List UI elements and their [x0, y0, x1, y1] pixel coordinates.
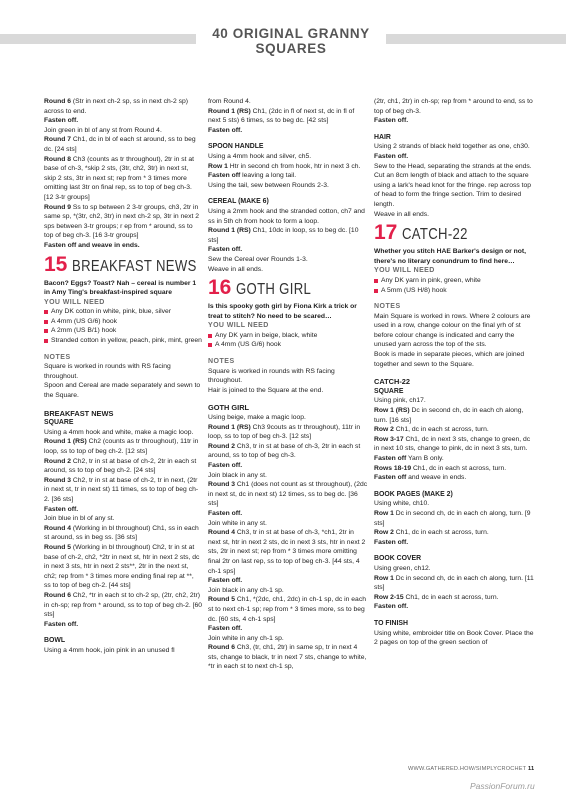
materials-item: Any DK yarn in pink, green, white: [374, 276, 534, 286]
subsection-heading: TO FINISH: [374, 619, 408, 627]
pattern-heading-16: [208, 277, 368, 300]
fasten-off: Fasten off and weave in ends.: [44, 241, 140, 249]
note-text: Book is made in separate pieces, which are joined together and sewn to the Square.: [374, 351, 525, 368]
row-label: Row 1: [374, 509, 394, 517]
instruction: Sew the Cereal over Rounds 1-3.: [208, 255, 308, 263]
column-2: [208, 97, 368, 672]
fasten-off: Fasten off.: [208, 246, 243, 254]
subsection-heading: CEREAL (MAKE 6): [208, 198, 269, 206]
pattern-intro: Whether you stitch HAE Barker's design or not, there's no literary conundrum to find here…: [374, 248, 527, 265]
instruction: Join blue in bl of any st.: [44, 515, 115, 523]
subsection-heading: BOOK COVER: [374, 555, 422, 563]
fasten-off: Fasten off: [374, 474, 407, 482]
round-text: Ch1, (2dc in fl of next st, dc in fl of next 5 sts) 6 times, ss to beg dc. [42 sts]: [208, 107, 355, 125]
row-label: Row 3-17: [374, 435, 404, 443]
materials-item: A 2mm (US B/1) hook: [44, 326, 202, 336]
round-text: Ch2 (counts as tr throughout), 11tr in loop, ss to top of beg ch-2. [12 sts]: [44, 438, 199, 455]
round-label: Round 1 (RS): [44, 438, 87, 446]
fasten-off: Fasten off: [374, 455, 407, 462]
notes-heading: NOTES: [44, 353, 71, 361]
you-will-need-heading: YOU WILL NEED: [374, 267, 435, 275]
row-text: Ch1, dc in each st across, turn.: [393, 426, 489, 434]
notes-heading: NOTES: [208, 358, 235, 366]
row-label: Row 2: [374, 529, 394, 537]
pattern-number: 16: [208, 276, 232, 300]
instruction: from Round 4.: [208, 98, 251, 105]
pattern-name: BREAKFAST NEWS: [72, 257, 198, 275]
instruction: Using beige, make a magic loop.: [208, 414, 306, 422]
instruction: Using 2 strands of black held together as one, ch30.: [374, 143, 530, 151]
fasten-off: Fasten off: [208, 172, 241, 180]
fasten-off: Fasten off.: [208, 126, 243, 134]
row-label: Row 1: [208, 162, 228, 170]
row-text: Ch1, dc in next 3 sts, change to green, dc in next 10 sts, change to pink, dc in next 3 sts, turn.: [374, 435, 531, 453]
round-label: Round 3: [208, 481, 235, 489]
round-text: (Str in next ch-2 sp, ss in next ch-2 sp) across to end.: [44, 98, 189, 115]
page-title: 40 ORIGINAL GRANNY SQUARES: [196, 26, 386, 56]
round-label: Round 4: [44, 524, 71, 532]
section-heading: GOTH GIRL: [208, 403, 250, 413]
round-label: Round 6: [208, 644, 235, 652]
round-label: Round 2: [208, 442, 235, 450]
you-will-need-heading: YOU WILL NEED: [208, 322, 269, 330]
pattern-heading-17: [374, 222, 534, 245]
round-text: (Working in bl throughout) Ch1, ss in each st around, ss in beg ss. [36 sts]: [44, 524, 199, 542]
fasten-off: Fasten off.: [208, 462, 243, 469]
subsection-heading: HAIR: [374, 133, 391, 141]
fasten-off: Fasten off.: [44, 505, 79, 513]
materials-item: Any DK yarn in beige, black, white: [208, 331, 368, 341]
subsection-heading: SQUARE: [374, 387, 404, 395]
instruction: Using a 4mm hook, join pink in an unused fl: [44, 646, 175, 654]
pattern-name: GOTH GIRL: [236, 281, 312, 299]
round-text: Ch1, *(2dc, ch1, 2dc) in ch-1 sp, dc in each st to next ch-1 sp; rep from * 3 times more, ss to beg dc. [60 sts, 4 ch-1 sps]: [208, 596, 366, 623]
subsection-heading: BOWL: [44, 637, 66, 645]
fasten-off: Fasten off.: [208, 577, 243, 585]
footer-url: WWW.GATHERED.HOW/SIMPLYCROCHET: [408, 766, 527, 772]
round-text: Ch1, 10dc in loop, ss to beg dc. [10 sts]: [208, 227, 359, 244]
round-label: Round 4: [208, 529, 235, 537]
page-footer: [408, 766, 534, 772]
fasten-off: Fasten off.: [374, 117, 409, 125]
round-label: Round 3: [44, 476, 71, 484]
round-text: (Working in bl throughout) Ch2, tr in st at base of ch-2, ch2, *2tr in next st, htr in next 2 sts, dc in next 3 sts, htr in next 2 sts**, 2tr in the next st, ch2; rep from * 3 times more ending final rep at **, ss to top of beg ch-2. [44 sts]: [44, 543, 200, 590]
row-text: Ch1, dc in each st across, turn.: [393, 529, 489, 537]
row-text: Dc in second ch, dc in each ch along, turn. [11 sts]: [374, 574, 534, 592]
pattern-name: CATCH-22: [402, 226, 469, 244]
round-text: Ch3, tr in st at base of ch-3, *ch1, 2tr in next st, htr in next 2 sts, dc in next 3 sts, htr in next 2 sts, 2tr in next st; rep from * 3 times more omitting final 2tr on last rep, ss to top of beg ch-3. [44 sts, 4 ch-1 sps]: [208, 529, 366, 575]
instruction: Weave in all ends.: [208, 265, 264, 273]
instruction: Cut an 8cm length of black and attach to the square using a lark's head knot for the fringe. rep across top of head to form the fringe section. Trim to desired length.: [374, 172, 532, 208]
instruction: Join white in any st.: [208, 519, 267, 527]
fasten-off: Fasten off.: [374, 538, 409, 546]
page-header: [0, 0, 566, 72]
row-label: Row 1 (RS): [374, 407, 410, 415]
fasten-off: Fasten off.: [208, 509, 243, 517]
materials-item: A 4mm (US G/6) hook: [44, 317, 202, 327]
note-text: Square is worked in rounds with RS facing throughout.: [208, 367, 335, 385]
round-label: Round 5: [44, 543, 71, 551]
instruction: Using white, embroider title on Book Cover. Place the 2 pages on top of the green section of: [374, 629, 534, 647]
instruction: (2tr, ch1, 2tr) in ch-sp; rep from * around to end, ss to top of beg ch-3.: [374, 98, 533, 115]
row-label: Row 1: [374, 574, 394, 582]
round-label: Round 6: [44, 591, 71, 599]
column-1: [44, 97, 202, 655]
instruction: leaving a long tail.: [240, 172, 297, 180]
pattern-number: 17: [374, 221, 398, 245]
instruction: Sew to the Head, separating the strands at the ends.: [374, 162, 532, 170]
note-text: Square is worked in rounds with RS facing throughout.: [44, 363, 171, 380]
row-text: Dc in second ch, dc in each ch along, turn. [16 sts]: [374, 407, 524, 424]
row-label: Rows 18-19: [374, 464, 412, 472]
materials-item: Stranded cotton in yellow, peach, pink, mint, green: [44, 336, 202, 346]
note-text: Main Square is worked in rows. Where 2 colours are used in a row, change colour on the final yrh of st before colour change is indicated and carry the unused yarn across the top of the sts.: [374, 312, 531, 349]
instruction: Using pink, ch17.: [374, 397, 426, 405]
round-text: Ss to sp between 2 3-tr groups, ch3, 2tr in same sp, *(3tr, ch2, 3tr) in next ch-2 sp, 3tr in next 2 sps between 3-tr groups; r ep from * around, ss to top of beg ch-3. [16 3-tr groups]: [44, 203, 199, 240]
page-number: 11: [527, 766, 535, 772]
pattern-heading-15: [44, 254, 202, 277]
round-label: Round 8: [44, 155, 71, 163]
round-text: Ch2, tr in st at base of ch-2, tr in next, (2tr in next st, tr in next st) 11 times, ss to top of beg ch-2. [36 sts]: [44, 476, 199, 503]
row-text: Ch1, dc in each st across, turn.: [403, 593, 499, 601]
round-label: Round 7: [44, 136, 71, 144]
subsection-heading: SPOON HANDLE: [208, 143, 264, 151]
fasten-off: Fasten off.: [374, 152, 409, 160]
round-text: Ch1 (does not count as st throughout), (2dc in next st, dc in next st) 12 times, ss to beg dc. [36 sts]: [208, 481, 368, 508]
instruction: Weave in all ends.: [374, 210, 430, 218]
pattern-number: 15: [44, 252, 68, 276]
round-text: Ch3 (counts as tr throughout), 2tr in st at base of ch-3, *skip 2 sts, (3tr, ch2, 3tr) in next st, skip 2 sts, 3tr in next st; rep from * 3 times more omitting last 3tr on final rep, ss to top of beg ch-3. [12 3-tr groups]: [44, 155, 195, 201]
round-label: Round 1 (RS): [208, 423, 251, 431]
notes-heading: NOTES: [374, 303, 401, 311]
round-text: Ch3, (tr, ch1, 2tr) in same sp, tr in next 4 sts, change to black, tr in next 7 sts, change to white, *tr in each st to next ch-1 sp,: [208, 644, 367, 671]
materials-item: Any DK cotton in white, pink, blue, silver: [44, 307, 202, 317]
subsection-heading: SQUARE: [44, 419, 74, 427]
section-heading: BREAKFAST NEWS: [44, 408, 114, 418]
column-3: [374, 97, 534, 648]
round-label: Round 2: [44, 457, 71, 465]
instruction: Using a 4mm hook and white, make a magic loop.: [44, 428, 194, 436]
section-heading: CATCH-22: [374, 377, 410, 387]
round-label: Round 1 (RS): [208, 107, 251, 115]
instruction: Join black in any st.: [208, 471, 267, 479]
row-text: Dc in second ch, dc in each ch along, turn. [9 sts]: [374, 509, 531, 527]
instruction: and weave in ends.: [406, 474, 467, 482]
note-text: Hair is joined to the Square at the end.: [208, 386, 324, 394]
instruction: Join white in any ch-1 sp.: [208, 634, 284, 642]
instruction: Join green in bl of any st from Round 4.: [44, 126, 162, 134]
round-label: Round 1 (RS): [208, 227, 251, 235]
fasten-off: Fasten off.: [44, 620, 79, 628]
materials-item: A 5mm (US H/8) hook: [374, 286, 534, 296]
watermark: PassionForum.ru: [470, 781, 535, 791]
row-text: Htr in second ch from hook, htr in next 3 ch.: [227, 162, 361, 170]
instruction: Using the tail, sew between Rounds 2-3.: [208, 181, 329, 189]
pattern-intro: Is this spooky goth girl by Fiona Kirk a trick or treat to stitch? No need to be scared…: [208, 303, 357, 320]
instruction: Yarn B only.: [406, 455, 444, 462]
instruction: Using white, ch10.: [374, 500, 430, 508]
round-label: Round 6: [44, 98, 71, 105]
row-label: Row 2-15: [374, 593, 404, 601]
fasten-off: Fasten off.: [44, 117, 79, 125]
instruction: Join black in any ch-1 sp.: [208, 586, 284, 594]
instruction: Using a 4mm hook and silver, ch5.: [208, 152, 312, 160]
round-text: Ch3 9couts as tr throughout), 11tr in loop, ss to top of beg ch-3. [12 sts]: [208, 423, 361, 441]
round-label: Round 5: [208, 596, 235, 604]
materials-item: A 4mm (US G/6) hook: [208, 340, 368, 350]
fasten-off: Fasten off.: [208, 625, 243, 633]
subsection-heading: BOOK PAGES (MAKE 2): [374, 490, 453, 498]
round-text: Ch2, tr in st at base of ch-2, 2tr in each st around, ss to top of beg ch-2. [24 sts]: [44, 457, 197, 475]
row-text: Ch1, dc in each st across, turn.: [411, 464, 507, 472]
instruction: Using a 2mm hook and the stranded cotton, ch7 and ss in 5th ch from hook to form a loop.: [208, 207, 365, 225]
you-will-need-heading: YOU WILL NEED: [44, 298, 105, 306]
row-label: Row 2: [374, 426, 394, 434]
fasten-off: Fasten off.: [374, 603, 409, 611]
pattern-intro: Bacon? Eggs? Toast? Nah – cereal is number 1 in Amy Ting's breakfast-inspired square: [44, 279, 197, 297]
round-label: Round 9: [44, 203, 71, 211]
instruction: Using green, ch12.: [374, 564, 431, 572]
round-text: Ch1, dc in bl of each st around, ss to beg dc. [24 sts]: [44, 136, 196, 153]
note-text: Spoon and Cereal are made separately and sewn to the Square.: [44, 382, 201, 400]
round-text: Ch2, *tr in each st to ch-2 sp, (2tr, ch2, 2tr) in ch-sp; rep from * around, ss to top of beg ch-2. [60 sts]: [44, 591, 202, 619]
round-text: Ch3, tr in st at base of ch-3, 2tr in each st around, ss to top of beg ch-3.: [208, 442, 361, 460]
